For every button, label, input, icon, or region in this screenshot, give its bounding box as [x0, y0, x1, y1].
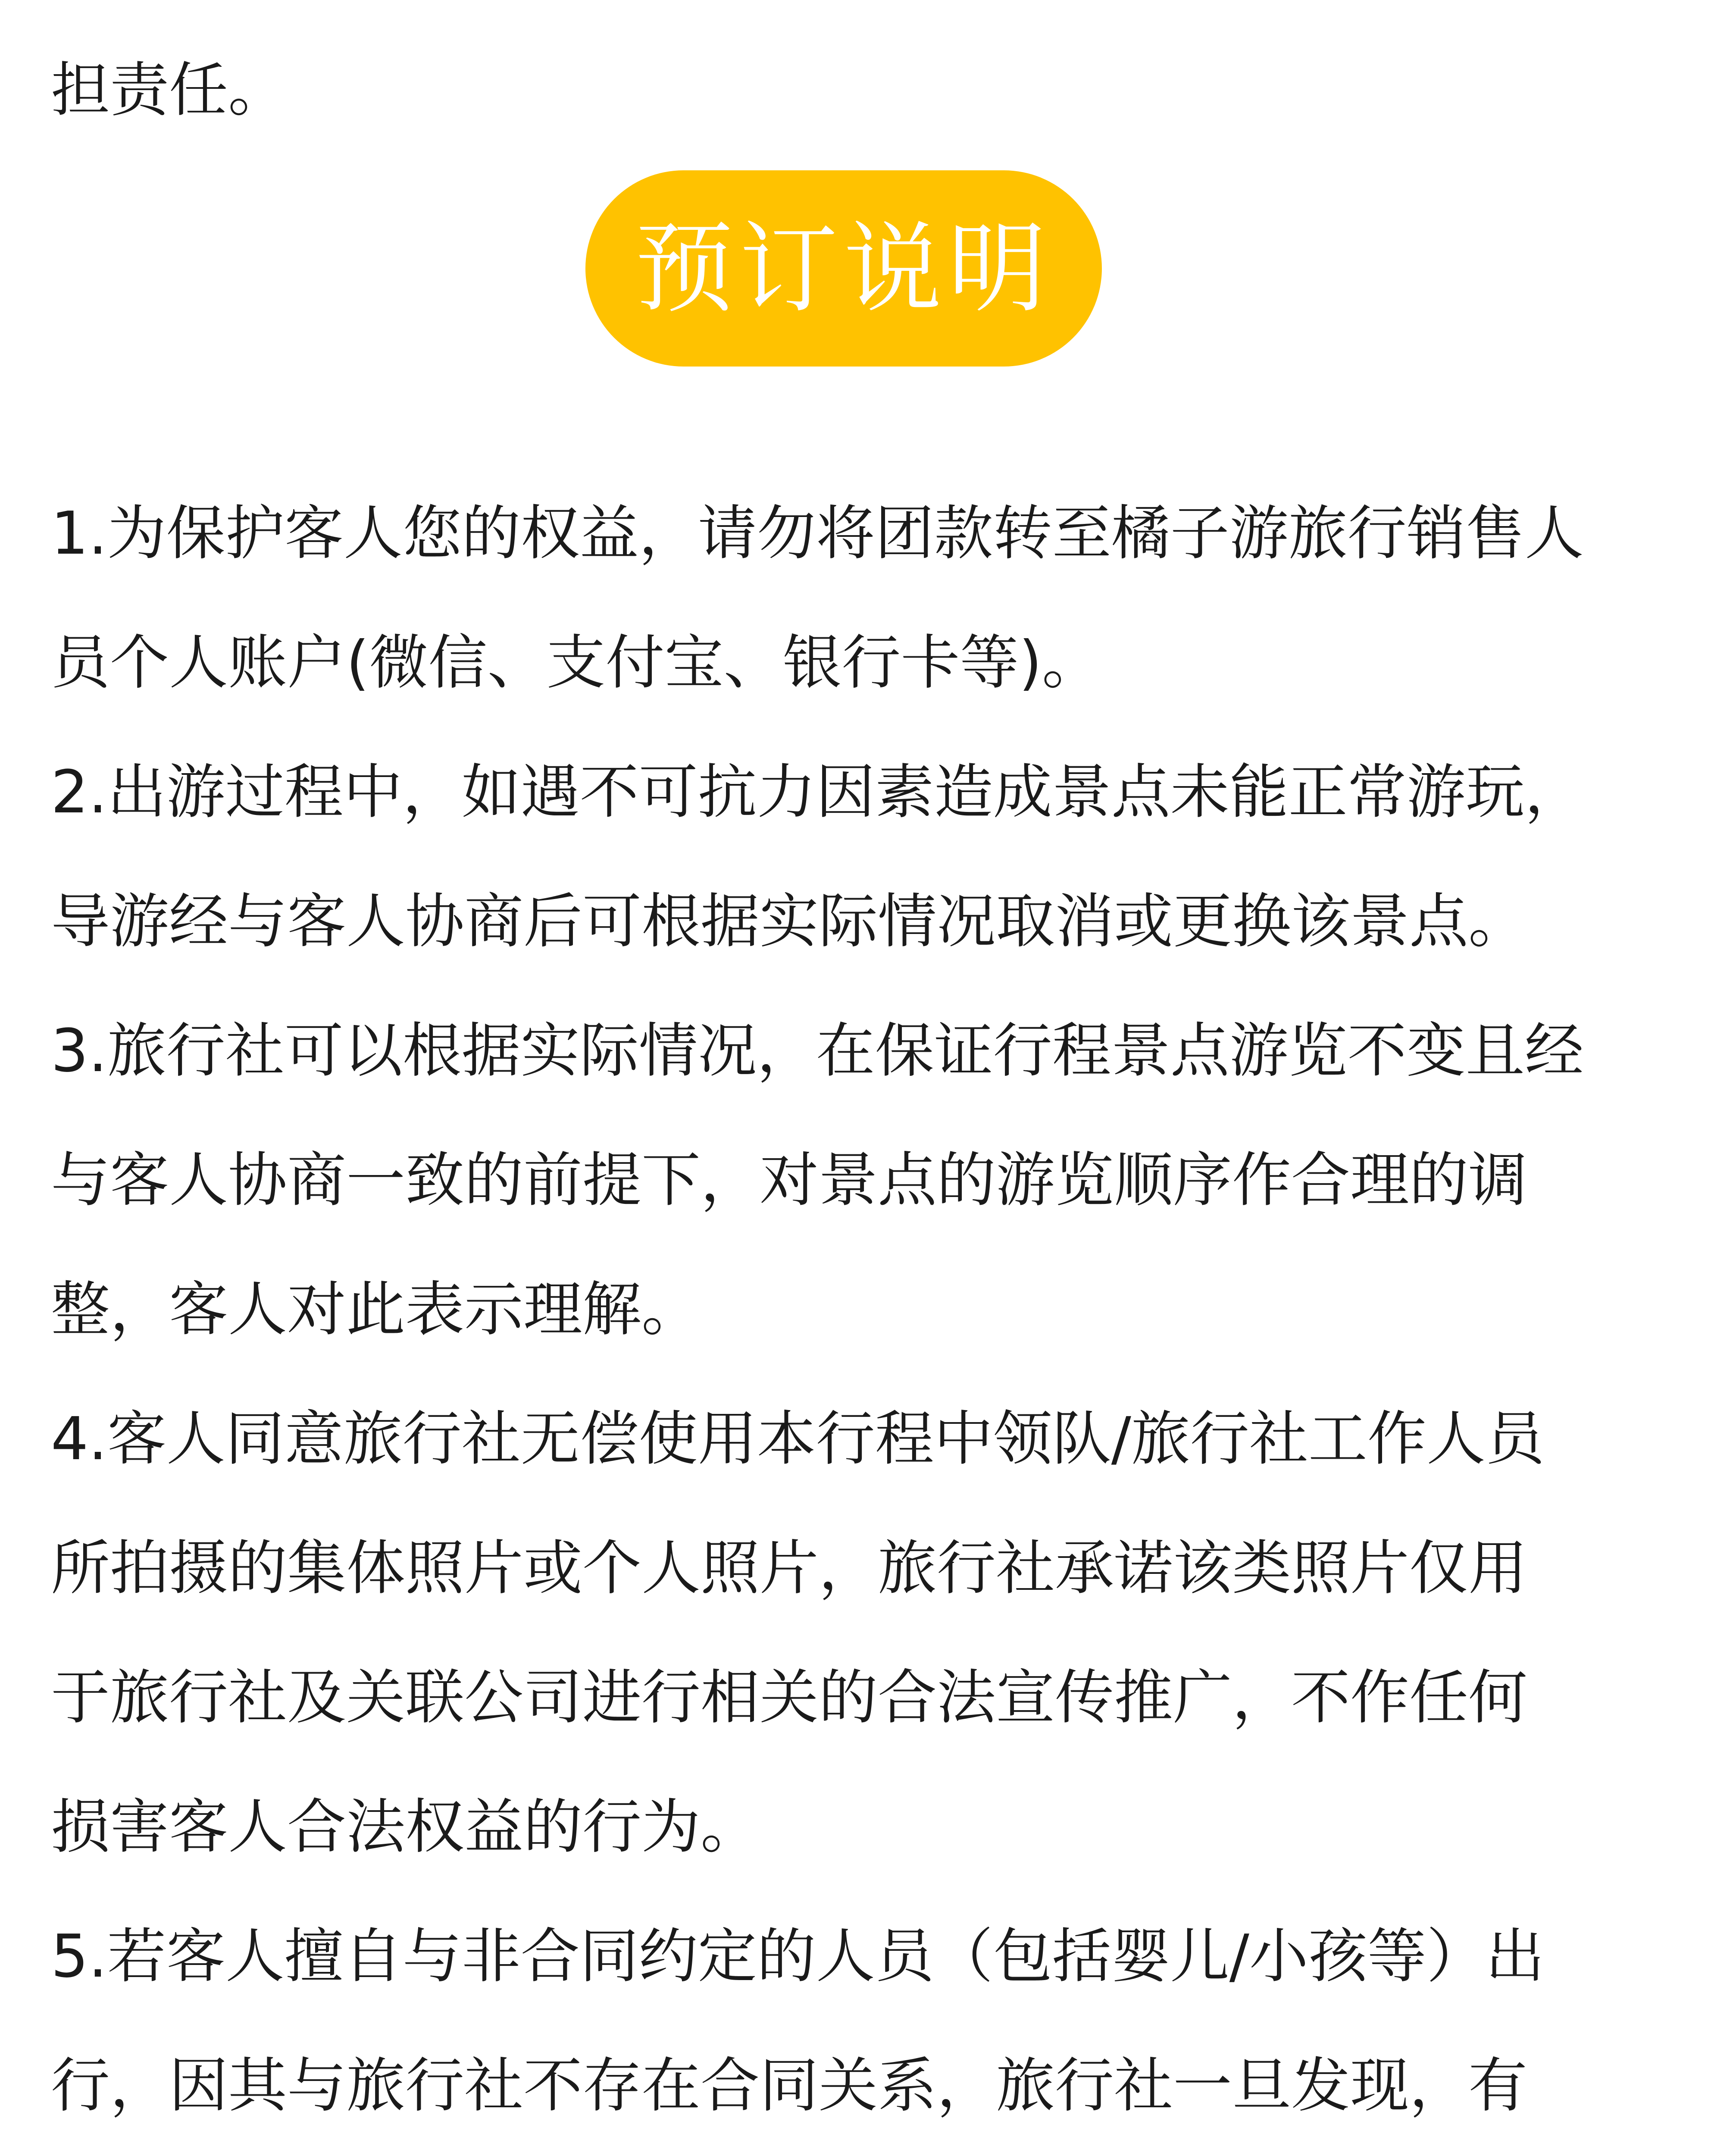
body-line: 行，因其与旅行社不存在合同关系，旅行社一旦发现，有: [51, 2052, 1528, 2120]
section-title-badge: [585, 170, 1102, 367]
body-line: 5.若客人擅自与非合同约定的人员（包括婴儿/小孩等）出: [51, 1922, 1545, 1991]
body-line: 与客人协商一致的前提下，对景点的游览顺序作合理的调: [51, 1146, 1528, 1215]
booking-notes-body: [51, 469, 1663, 2156]
body-line: 2.出游过程中，如遇不可抗力因素造成景点未能正常游玩，: [51, 758, 1584, 827]
lead-line: 担责任。: [51, 56, 288, 125]
body-line: 1.为保护客人您的权益，请勿将团款转至橘子游旅行销售人: [51, 499, 1584, 568]
body-line: [51, 2151, 1663, 2156]
body-line: 所拍摄的集体照片或个人照片，旅行社承诺该类照片仅用: [51, 1534, 1528, 1603]
body-line: 员个人账户(微信、支付宝、银行卡等)。: [51, 629, 1101, 697]
body-line: 导游经与客人协商后可根据实际情况取消或更换该景点。: [51, 887, 1528, 956]
body-line: 损害客人合法权益的行为。: [51, 1793, 760, 1861]
body-line: 4.客人同意旅行社无偿使用本行程中领队/旅行社工作人员: [51, 1405, 1545, 1473]
section-title: 预订说明: [635, 211, 1052, 326]
body-line: 3.旅行社可以根据实际情况，在保证行程景点游览不变且经: [51, 1017, 1584, 1085]
body-line: 于旅行社及关联公司进行相关的合法宣传推广，不作任何: [51, 1664, 1528, 1732]
body-line: 整，客人对此表示理解。: [51, 1275, 701, 1344]
